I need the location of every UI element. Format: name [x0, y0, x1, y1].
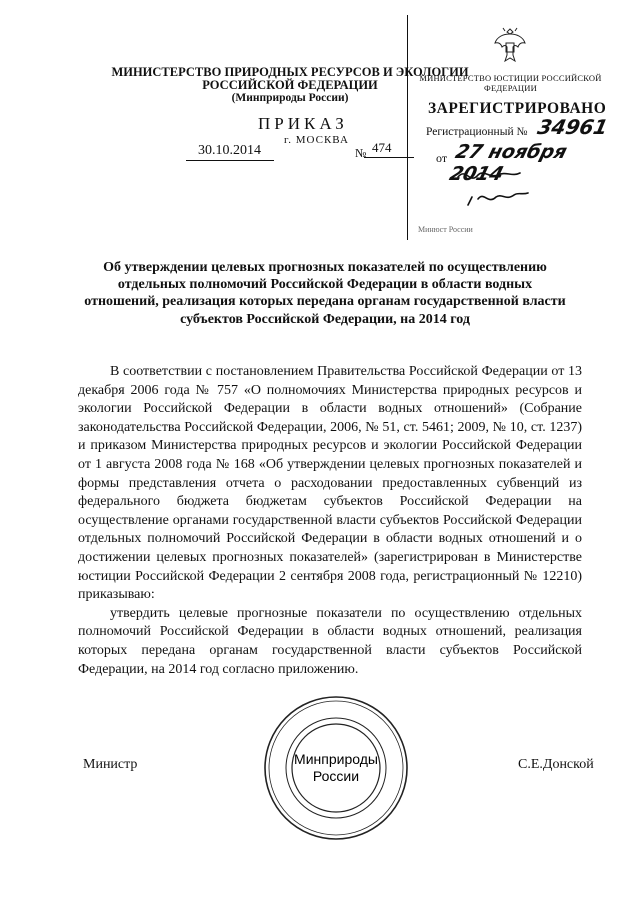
seal-center-line2: России	[312, 768, 360, 784]
official-seal-icon	[262, 694, 410, 842]
order-date: 30.10.2014	[198, 143, 261, 158]
document-title: Об утверждении целевых прогнозных показателей по осуществлению отдельных полномочий Российской Федерации в области водных отношений, реализация которых передана органам государственной власти субъектов Российской Федерации, на 2014 год	[84, 260, 566, 327]
registration-stamp	[407, 15, 613, 240]
date-underline	[186, 160, 274, 161]
ministry-short-name: (Минприроды России)	[231, 92, 349, 104]
stamp-status: ЗАРЕГИСТРИРОВАНО	[428, 100, 607, 117]
ministry-name-line1: МИНИСТЕРСТВО ПРИРОДНЫХ РЕСУРСОВ И ЭКОЛОГИИ	[111, 65, 469, 79]
document-body	[78, 363, 582, 679]
order-number-label: №	[355, 146, 367, 160]
body-paragraph-1: В соответствии с постановлением Правительства Российской Федерации от 13 декабря 2006 года № 757 «О полномочиях Министерства природных ресурсов и экологии Российской Федерации в области водных отношений» (Собрание законодательства Российской Федерации, 2006, № 51, ст. 5461; 2009, № 10, ст. 1237) и приказом Министерства природных ресурсов и экологии Российской Федерации от 1 августа 2008 года № 168 «Об утверждении целевых прогнозных показателей и формы представления отчета о расходовании предоставленных субвенций из федерального бюджета бюджетам субъектов Российской Федерации на осуществление органами государственной власти субъектов Российской Федерации отдельных полномочий Российской Федерации в области водных отношений и о достижении целевых прогнозных показателей» (зарегистрирован в Министерстве юстиции Российской Федерации 2 сентября 2008 года, регистрационный № 12210) приказываю:	[78, 364, 582, 603]
seal-center-line1: Минприроды	[294, 751, 378, 767]
eagle-emblem-icon	[493, 25, 527, 67]
doc-type: ПРИКАЗ	[258, 114, 348, 133]
signer-name: С.Е.Донской	[518, 757, 594, 772]
order-number: 474	[372, 140, 392, 155]
reg-date-label: от	[436, 151, 448, 165]
body-paragraph-2: утвердить целевые прогнозные показатели по осуществлению отдельных полномочий Российской Федерации в области водных отношений, реализация которых передана органам государственной власти субъектов Российской Федерации, на 2014 год согласно приложению.	[78, 605, 582, 677]
stamp-extra-text: Минюст России	[418, 225, 473, 234]
reg-number: 34961	[535, 115, 611, 139]
ministry-name-line2: РОССИЙСКОЙ ФЕДЕРАЦИИ	[202, 78, 378, 92]
order-city: г. МОСКВА	[284, 134, 349, 146]
handwritten-signature-icon	[448, 165, 558, 215]
reg-date: 27 ноября 2014	[447, 141, 570, 185]
reg-number-label: Регистрационный №	[426, 126, 528, 138]
stamp-authority: МИНИСТЕРСТВО ЮСТИЦИИ РОССИЙСКОЙ ФЕДЕРАЦИИ	[419, 73, 602, 93]
signer-position: Министр	[83, 757, 138, 772]
